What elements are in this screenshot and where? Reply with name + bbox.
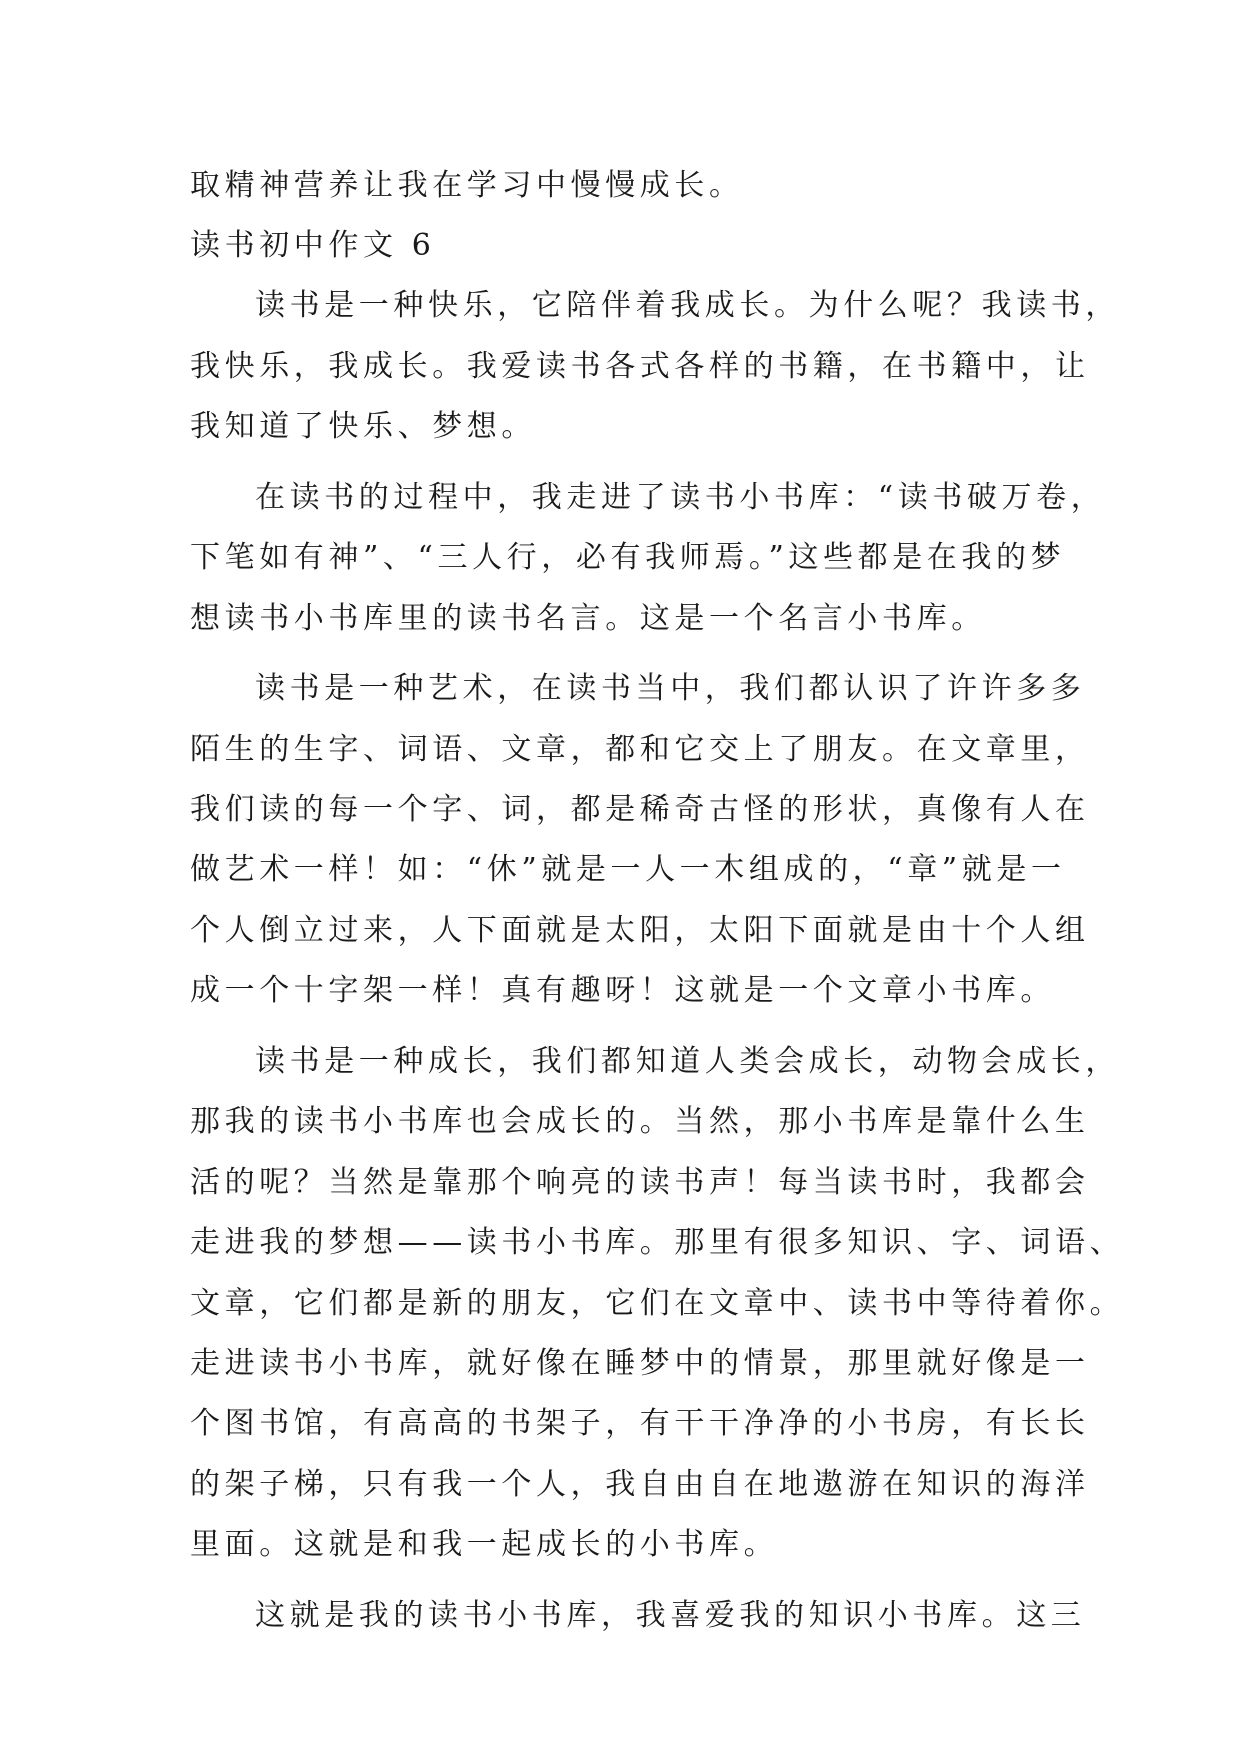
text-line: 我们读的每一个字、词，都是稀奇古怪的形状，真像有人在 [190, 792, 1090, 827]
text-line: 我知道了快乐、梦想。 [190, 409, 536, 444]
text-line: 这就是我的读书小书库，我喜爱我的知识小书库。这三 [255, 1598, 1086, 1633]
text-line: 读书是一种成长，我们都知道人类会成长，动物会成长， [255, 1044, 1120, 1079]
text-line: 在读书的过程中，我走进了读书小书库：“读书破万卷， [255, 480, 1106, 515]
text-line: 活的呢？当然是靠那个响亮的读书声！每当读书时，我都会 [190, 1165, 1090, 1200]
text-line: 个人倒立过来，人下面就是太阳，太阳下面就是由十个人组 [190, 913, 1090, 948]
text-line: 想读书小书库里的读书名言。这是一个名言小书库。 [190, 601, 986, 636]
text-line: 里面。这就是和我一起成长的小书库。 [190, 1527, 779, 1562]
text-line: 那我的读书小书库也会成长的。当然，那小书库是靠什么生 [190, 1104, 1090, 1139]
text-line: 走进我的梦想——读书小书库。那里有很多知识、字、词语、 [190, 1225, 1125, 1260]
text-line: 的架子梯，只有我一个人，我自由自在地遨游在知识的海洋 [190, 1467, 1090, 1502]
text-line: 文章，它们都是新的朋友，它们在文章中、读书中等待着你。 [190, 1286, 1125, 1321]
text-line: 下笔如有神”、“三人行，必有我师焉。”这些都是在我的梦 [190, 540, 1066, 575]
text-line: 陌生的生字、词语、文章，都和它交上了朋友。在文章里， [190, 732, 1090, 767]
text-line: 读书是一种快乐，它陪伴着我成长。为什么呢？我读书， [255, 288, 1120, 323]
text-line: 成一个十字架一样！真有趣呀！这就是一个文章小书库。 [190, 973, 1055, 1008]
text-line: 走进读书小书库，就好像在睡梦中的情景，那里就好像是一 [190, 1346, 1090, 1381]
text-line: 做艺术一样！如：“休”就是一人一木组成的，“章”就是一 [190, 852, 1066, 887]
text-line: 我快乐，我成长。我爱读书各式各样的书籍，在书籍中，让 [190, 349, 1090, 384]
text-line: 个图书馆，有高高的书架子，有干干净净的小书房，有长长 [190, 1406, 1090, 1441]
text-line: 读书是一种艺术，在读书当中，我们都认识了许许多多 [255, 671, 1086, 706]
text-line: 取精神营养让我在学习中慢慢成长。 [190, 168, 744, 203]
section-heading: 读书初中作文 6 [190, 228, 436, 263]
